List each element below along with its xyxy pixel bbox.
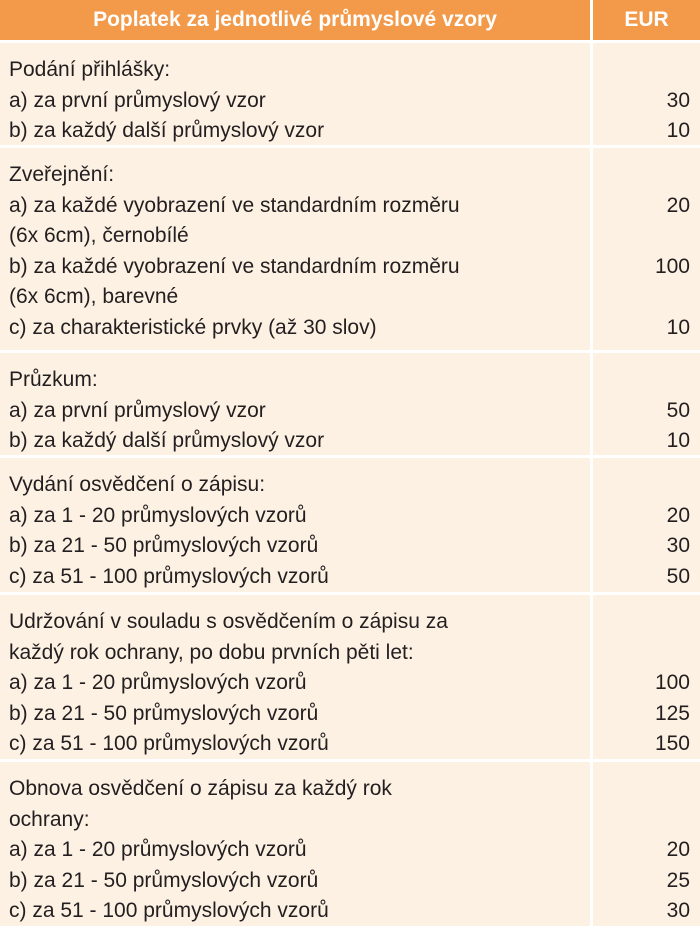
item-fee: 10	[666, 119, 690, 143]
section-title: Obnova osvědčení o zápisu za každý rok	[9, 777, 392, 800]
item-text: a) za 1 - 20 průmyslových vzorů	[9, 671, 307, 695]
item-fee: 100	[654, 254, 690, 278]
item-fee: 100	[654, 671, 690, 695]
item-fee: 10	[666, 315, 690, 339]
section-certificate-issue	[0, 458, 590, 592]
section-title: Podání přihlášky:	[9, 58, 171, 81]
item-text-continued: (6x 6cm), černobílé	[9, 224, 189, 248]
section-examination-fees	[593, 353, 700, 455]
item-text: a) za 1 - 20 průmyslových vzorů	[9, 838, 307, 862]
item-text: b) za 21 - 50 průmyslových vzorů	[9, 534, 319, 558]
section-maintenance-fees	[593, 595, 700, 759]
item-text: c) za 51 - 100 průmyslových vzorů	[9, 899, 329, 923]
item-fee: 20	[666, 503, 690, 527]
item-fee: 30	[666, 88, 690, 112]
section-examination	[0, 353, 590, 455]
item-text: c) za charakteristické prvky (až 30 slov)	[9, 315, 377, 339]
item-fee: 150	[654, 732, 690, 756]
section-application	[0, 43, 590, 145]
item-fee: 10	[666, 429, 690, 453]
section-renewal-fees	[593, 762, 700, 926]
item-text-continued: (6x 6cm), barevné	[9, 285, 179, 309]
item-fee: 20	[666, 838, 690, 862]
header-label: Poplatek za jednotlivé průmyslové vzory	[0, 0, 590, 40]
item-fee: 30	[666, 899, 690, 923]
item-fee: 50	[666, 398, 690, 422]
section-title: Průzkum:	[9, 368, 98, 391]
item-text: b) za 21 - 50 průmyslových vzorů	[9, 701, 319, 725]
item-fee: 125	[654, 701, 690, 725]
item-text: a) za každé vyobrazení ve standardním rozměru	[9, 193, 460, 217]
item-fee: 30	[666, 534, 690, 558]
section-title: Vydání osvědčení o zápisu:	[9, 473, 266, 496]
item-text: b) za 21 - 50 průmyslových vzorů	[9, 868, 319, 892]
section-title: Zveřejnění:	[9, 163, 115, 186]
section-title-continued: ochrany:	[9, 807, 90, 831]
section-publication-fees	[593, 148, 700, 350]
item-fee: 25	[666, 868, 690, 892]
item-text: c) za 51 - 100 průmyslových vzorů	[9, 564, 329, 588]
item-fee: 50	[666, 564, 690, 588]
section-title-continued: každý rok ochrany, po dobu prvních pěti let:	[9, 640, 414, 664]
section-maintenance	[0, 595, 590, 759]
item-text: a) za 1 - 20 průmyslových vzorů	[9, 503, 307, 527]
section-renewal	[0, 762, 590, 926]
item-text: b) za každý další průmyslový vzor	[9, 429, 325, 453]
item-text: b) za každé vyobrazení ve standardním rozměru	[9, 254, 460, 278]
section-title: Udržování v souladu s osvědčením o zápisu za	[9, 610, 448, 633]
item-text: b) za každý další průmyslový vzor	[9, 119, 325, 143]
section-certificate-issue-fees	[593, 458, 700, 592]
item-text: a) za první průmyslový vzor	[9, 398, 266, 422]
section-publication	[0, 148, 590, 350]
item-fee: 20	[666, 193, 690, 217]
item-text: c) za 51 - 100 průmyslových vzorů	[9, 732, 329, 756]
item-text: a) za první průmyslový vzor	[9, 88, 266, 112]
section-application-fees	[593, 43, 700, 145]
header-currency: EUR	[593, 0, 700, 40]
